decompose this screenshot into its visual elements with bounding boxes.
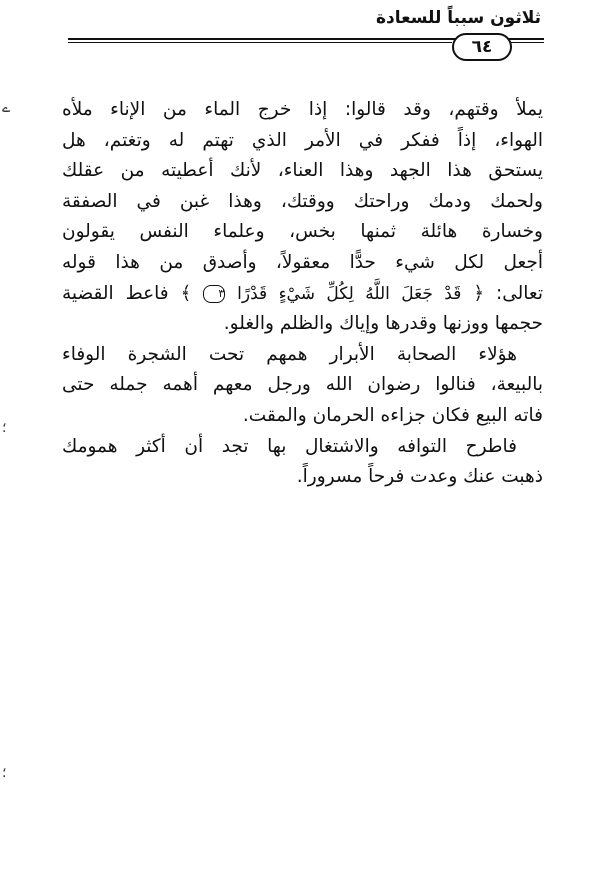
text-line: يملأ وقتهم، وقد قالوا: إذا خرج الماء من الإناء ملأه [62,99,543,120]
margin-mark: ے [2,100,11,116]
text-line: الهواء، إذاً ففكر في الأمر الذي تهتم له وتغتم، هل [62,129,543,151]
paragraph [62,432,543,493]
text-fragment: ﴾ فاعط القضية [62,282,192,304]
paragraph [62,340,543,432]
header-rule-thin-left [68,42,452,43]
text-line: بالبيعة، فنالوا رضوان الله ورجل معهم أهمه جمله حتى [62,374,543,396]
body-text [62,95,543,493]
text-line: ذهبت عنك وعدت فرحاً مسروراً. [296,466,543,488]
margin-mark: ؛ [2,420,7,436]
quran-verse: قَدْ جَعَلَ اللَّهُ لِكُلِّ شَيْءٍ قَدْرًا [237,283,462,304]
ayah-number-marker: ٣ [203,285,225,303]
paragraph [62,95,543,340]
text-line: حجمها ووزنها وقدرها وإياك والظلم والغلو. [223,313,543,335]
header-rule-thin-right [508,42,544,43]
text-line: فاطرح التوافه والاشتغال بها تجد أن أكثر همومك [62,435,517,457]
running-title: ثلاثون سبباً للسعادة [375,8,541,28]
text-line: فاته البيع فكان جزاءه الحرمان والمقت. [242,404,543,426]
text-line: ولحمك ودمك وراحتك ووقتك، وهذا غبن في الصفقة [62,190,543,212]
text-fragment: تعالى: ﴿ [473,282,543,304]
page-number: ٦٤ [452,33,512,61]
text-line-with-verse [62,279,543,310]
text-line: أجعل لكل شيء حدًّا معقولاً، وأصدق من هذا قوله [62,251,543,273]
text-line: وخسارة هائلة ثمنها بخس، وعلماء النفس يقولون [62,221,543,243]
margin-mark: ؛ [2,765,7,781]
text-line: يستحق هذا الجهد وهذا العناء، لأنك أعطيته من عقلك [62,160,543,182]
text-line: هؤلاء الصحابة الأبرار همهم تحت الشجرة الوفاء [62,343,517,365]
